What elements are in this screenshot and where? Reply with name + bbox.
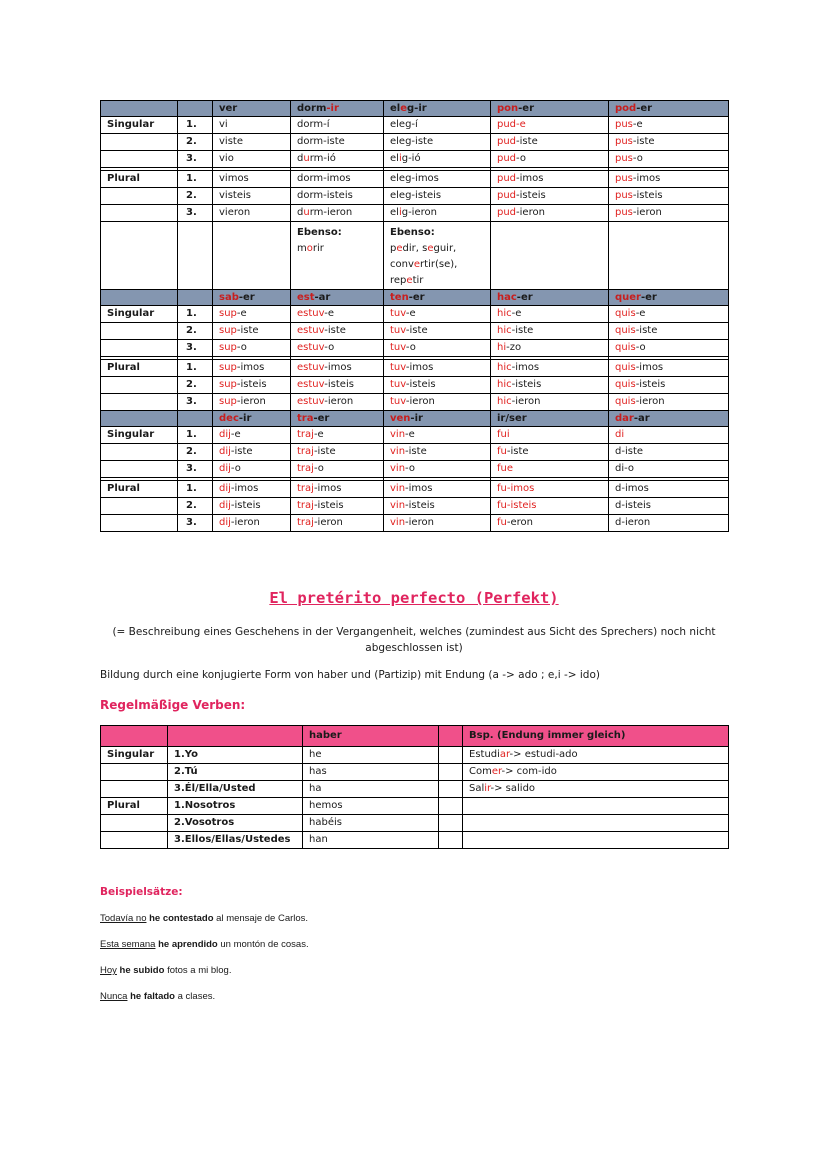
verb-header-cell: hac-er xyxy=(491,290,609,306)
conjugation-row xyxy=(101,461,729,478)
number-label xyxy=(101,515,178,532)
number-label xyxy=(101,323,178,340)
bsp-header: Bsp. (Endung immer gleich) xyxy=(463,726,729,747)
header-empty-cell xyxy=(101,101,178,117)
form-cell: hic-isteis xyxy=(491,377,609,394)
form-cell: di xyxy=(609,427,729,444)
form-cell: vin-imos xyxy=(384,481,491,498)
number-label: Singular xyxy=(101,117,178,134)
form-cell: vi xyxy=(213,117,291,134)
number-label xyxy=(101,781,168,798)
sentence-rest: al mensaje de Carlos. xyxy=(216,913,309,924)
haber-form-cell: ha xyxy=(303,781,439,798)
form-cell: tuv-isteis xyxy=(384,377,491,394)
notes-row xyxy=(101,222,729,290)
form-cell: elig-ió xyxy=(384,151,491,168)
conjugation-row xyxy=(101,498,729,515)
conjugation-row xyxy=(101,171,729,188)
haber-header-row xyxy=(101,726,729,747)
form-cell: dorm-iste xyxy=(291,134,384,151)
note-label: Ebenso: xyxy=(390,227,435,238)
form-cell: quis-imos xyxy=(609,360,729,377)
person-number: 3. xyxy=(178,205,213,222)
form-cell: estuv-o xyxy=(291,340,384,357)
verb-header-row xyxy=(101,290,729,306)
example-sentence xyxy=(100,991,215,1002)
pronoun-cell: 3.Ellos/Ellas/Ustedes xyxy=(168,832,303,849)
form-cell: tuv-e xyxy=(384,306,491,323)
verb-header-cell: est-ar xyxy=(291,290,384,306)
person-number: 3. xyxy=(178,515,213,532)
perfecto-verb: he subido xyxy=(119,965,165,976)
form-cell: eleg-isteis xyxy=(384,188,491,205)
person-number: 1. xyxy=(178,360,213,377)
form-cell: visteis xyxy=(213,188,291,205)
haber-row xyxy=(101,781,729,798)
example-cell xyxy=(463,832,729,849)
form-cell: pud-iste xyxy=(491,134,609,151)
perfecto-verb: he contestado xyxy=(149,913,214,924)
form-cell: pud-imos xyxy=(491,171,609,188)
pronoun-cell: 1.Yo xyxy=(168,747,303,764)
form-cell: tuv-iste xyxy=(384,323,491,340)
form-cell: dorm-isteis xyxy=(291,188,384,205)
form-cell: traj-ieron xyxy=(291,515,384,532)
header-empty-cell xyxy=(178,101,213,117)
number-label xyxy=(101,764,168,781)
person-number: 2. xyxy=(178,444,213,461)
form-cell: estuv-imos xyxy=(291,360,384,377)
conjugation-row xyxy=(101,515,729,532)
example-sentence xyxy=(100,939,309,950)
haber-row xyxy=(101,815,729,832)
number-label: Singular xyxy=(101,427,178,444)
note-dormir: Ebenso: morir xyxy=(291,222,384,290)
form-cell: durm-ieron xyxy=(291,205,384,222)
notes-empty-cell xyxy=(213,222,291,290)
person-number: 1. xyxy=(178,481,213,498)
form-cell: pus-isteis xyxy=(609,188,729,205)
person-number: 3. xyxy=(178,461,213,478)
conjugation-row xyxy=(101,205,729,222)
empty-cell xyxy=(439,747,463,764)
person-number: 3. xyxy=(178,340,213,357)
time-marker: Hoy xyxy=(100,965,117,976)
form-cell: fu-imos xyxy=(491,481,609,498)
form-cell: pud-e xyxy=(491,117,609,134)
form-cell: pus-e xyxy=(609,117,729,134)
form-cell: dij-iste xyxy=(213,444,291,461)
regel-title: Regelmäßige Verben: xyxy=(100,698,246,712)
sentence-rest: un montón de cosas. xyxy=(220,939,309,950)
number-label: Plural xyxy=(101,360,178,377)
form-cell: traj-e xyxy=(291,427,384,444)
form-cell: d-ieron xyxy=(609,515,729,532)
perfecto-title: El pretérito perfecto (Perfekt) xyxy=(269,589,559,607)
form-cell: pud-o xyxy=(491,151,609,168)
form-cell: hi-zo xyxy=(491,340,609,357)
form-cell: quis-iste xyxy=(609,323,729,340)
haber-form-cell: hemos xyxy=(303,798,439,815)
number-label xyxy=(101,832,168,849)
form-cell: vimos xyxy=(213,171,291,188)
empty-cell xyxy=(439,781,463,798)
haber-form-cell: has xyxy=(303,764,439,781)
verb-header-cell: dec-ir xyxy=(213,411,291,427)
form-cell: sup-e xyxy=(213,306,291,323)
form-cell: vieron xyxy=(213,205,291,222)
verb-header-cell: sab-er xyxy=(213,290,291,306)
form-cell: fue xyxy=(491,461,609,478)
form-cell: di-o xyxy=(609,461,729,478)
number-label: Plural xyxy=(101,481,178,498)
time-marker: Nunca xyxy=(100,991,128,1002)
conjugation-row xyxy=(101,134,729,151)
form-cell: dorm-imos xyxy=(291,171,384,188)
form-cell: viste xyxy=(213,134,291,151)
header-empty-cell xyxy=(168,726,303,747)
form-cell: fu-eron xyxy=(491,515,609,532)
empty-cell xyxy=(439,764,463,781)
conjugation-row xyxy=(101,360,729,377)
example-cell: Estudiar-> estudi-ado xyxy=(463,747,729,764)
form-cell: durm-ió xyxy=(291,151,384,168)
form-cell: sup-o xyxy=(213,340,291,357)
number-label xyxy=(101,205,178,222)
haber-row xyxy=(101,798,729,815)
header-empty-cell xyxy=(439,726,463,747)
number-label: Plural xyxy=(101,798,168,815)
number-label xyxy=(101,377,178,394)
conjugation-table xyxy=(100,100,729,532)
haber-row xyxy=(101,747,729,764)
verb-header-cell: dar-ar xyxy=(609,411,729,427)
form-cell: dij-isteis xyxy=(213,498,291,515)
person-number: 2. xyxy=(178,134,213,151)
number-label xyxy=(101,394,178,411)
sentence-rest: a clases. xyxy=(177,991,216,1002)
form-cell: eleg-imos xyxy=(384,171,491,188)
empty-cell xyxy=(439,832,463,849)
conjugation-row xyxy=(101,394,729,411)
form-cell: d-isteis xyxy=(609,498,729,515)
form-cell: tuv-ieron xyxy=(384,394,491,411)
form-cell: estuv-isteis xyxy=(291,377,384,394)
form-cell: quis-isteis xyxy=(609,377,729,394)
form-cell: hic-iste xyxy=(491,323,609,340)
bildung-text: Bildung durch eine konjugierte Form von haber und (Partizip) mit Endung (a -> ado ; e,i -> ido) xyxy=(100,669,600,681)
note-elegir: Ebenso: pedir, seguir, convertir(se), repetir xyxy=(384,222,491,290)
form-cell: traj-iste xyxy=(291,444,384,461)
form-cell: estuv-ieron xyxy=(291,394,384,411)
form-cell: estuv-iste xyxy=(291,323,384,340)
form-cell: dij-e xyxy=(213,427,291,444)
perfecto-verb: he aprendido xyxy=(158,939,218,950)
form-cell: fui xyxy=(491,427,609,444)
time-marker: Todavía no xyxy=(100,913,147,924)
number-label xyxy=(101,188,178,205)
form-cell: quis-o xyxy=(609,340,729,357)
person-number: 3. xyxy=(178,394,213,411)
form-cell: vin-o xyxy=(384,461,491,478)
form-cell: pus-imos xyxy=(609,171,729,188)
example-cell xyxy=(463,815,729,832)
number-label xyxy=(101,151,178,168)
notes-empty-cell xyxy=(491,222,609,290)
verb-header-cell: eleg-ir xyxy=(384,101,491,117)
verb-header-cell: pon-er xyxy=(491,101,609,117)
form-cell: estuv-e xyxy=(291,306,384,323)
haber-form-cell: han xyxy=(303,832,439,849)
form-cell: sup-ieron xyxy=(213,394,291,411)
person-number: 2. xyxy=(178,323,213,340)
example-sentence xyxy=(100,913,308,924)
conjugation-row xyxy=(101,323,729,340)
perfecto-description: (= Beschreibung eines Geschehens in der Vergangenheit, welches (zumindest aus Sicht des Sprechers) noch nicht abgeschlossen ist) xyxy=(112,626,716,654)
note-label: Ebenso: xyxy=(297,227,342,238)
header-empty-cell xyxy=(178,411,213,427)
form-cell: hic-imos xyxy=(491,360,609,377)
form-cell: dij-ieron xyxy=(213,515,291,532)
example-cell xyxy=(463,798,729,815)
conjugation-row xyxy=(101,377,729,394)
conjugation-row xyxy=(101,117,729,134)
header-empty-cell xyxy=(178,290,213,306)
header-empty-cell xyxy=(101,290,178,306)
form-cell: quis-e xyxy=(609,306,729,323)
form-cell: pus-o xyxy=(609,151,729,168)
conjugation-row xyxy=(101,306,729,323)
header-empty-cell xyxy=(101,726,168,747)
conjugation-row xyxy=(101,151,729,168)
empty-cell xyxy=(439,815,463,832)
example-cell: Salir-> salido xyxy=(463,781,729,798)
perfecto-verb: he faltado xyxy=(130,991,175,1002)
form-cell: sup-isteis xyxy=(213,377,291,394)
sentence-rest: fotos a mi blog. xyxy=(167,965,232,976)
number-label: Singular xyxy=(101,747,168,764)
haber-form-cell: habéis xyxy=(303,815,439,832)
form-cell: dorm-í xyxy=(291,117,384,134)
form-cell: fu-iste xyxy=(491,444,609,461)
verb-header-cell: tra-er xyxy=(291,411,384,427)
form-cell: sup-imos xyxy=(213,360,291,377)
conjugation-row xyxy=(101,188,729,205)
form-cell: eleg-iste xyxy=(384,134,491,151)
empty-cell xyxy=(439,798,463,815)
conjugation-row xyxy=(101,427,729,444)
form-cell: pus-ieron xyxy=(609,205,729,222)
form-cell: vin-iste xyxy=(384,444,491,461)
notes-empty-cell xyxy=(178,222,213,290)
form-cell: tuv-imos xyxy=(384,360,491,377)
conjugation-row xyxy=(101,340,729,357)
beispiele-title: Beispielsätze: xyxy=(100,886,183,898)
verb-header-cell: ver xyxy=(213,101,291,117)
form-cell: elig-ieron xyxy=(384,205,491,222)
number-label: Plural xyxy=(101,171,178,188)
verb-header-cell: dorm-ir xyxy=(291,101,384,117)
person-number: 1. xyxy=(178,427,213,444)
person-number: 2. xyxy=(178,498,213,515)
form-cell: vin-ieron xyxy=(384,515,491,532)
pronoun-cell: 1.Nosotros xyxy=(168,798,303,815)
number-label xyxy=(101,444,178,461)
haber-table xyxy=(100,725,729,849)
verb-header-row xyxy=(101,101,729,117)
person-number: 1. xyxy=(178,306,213,323)
notes-empty-cell xyxy=(101,222,178,290)
verb-header-cell: ven-ir xyxy=(384,411,491,427)
form-cell: vin-isteis xyxy=(384,498,491,515)
number-label xyxy=(101,498,178,515)
form-cell: vin-e xyxy=(384,427,491,444)
person-number: 2. xyxy=(178,377,213,394)
notes-empty-cell xyxy=(609,222,729,290)
verb-header-cell: pod-er xyxy=(609,101,729,117)
conjugation-row xyxy=(101,444,729,461)
example-sentence xyxy=(100,965,231,976)
example-cell: Comer-> com-ido xyxy=(463,764,729,781)
person-number: 1. xyxy=(178,117,213,134)
form-cell: pud-isteis xyxy=(491,188,609,205)
pronoun-cell: 3.Él/Ella/Usted xyxy=(168,781,303,798)
form-cell: sup-iste xyxy=(213,323,291,340)
form-cell: d-imos xyxy=(609,481,729,498)
conjugation-row xyxy=(101,481,729,498)
form-cell: hic-e xyxy=(491,306,609,323)
form-cell: eleg-í xyxy=(384,117,491,134)
haber-header: haber xyxy=(303,726,439,747)
form-cell: traj-o xyxy=(291,461,384,478)
person-number: 1. xyxy=(178,171,213,188)
verb-header-cell: ir/ser xyxy=(491,411,609,427)
number-label xyxy=(101,340,178,357)
verb-header-cell: ten-er xyxy=(384,290,491,306)
person-number: 3. xyxy=(178,151,213,168)
form-cell: dij-o xyxy=(213,461,291,478)
form-cell: pud-ieron xyxy=(491,205,609,222)
header-empty-cell xyxy=(101,411,178,427)
number-label xyxy=(101,134,178,151)
form-cell: d-iste xyxy=(609,444,729,461)
person-number: 2. xyxy=(178,188,213,205)
form-cell: pus-iste xyxy=(609,134,729,151)
verb-header-cell: quer-er xyxy=(609,290,729,306)
form-cell: vio xyxy=(213,151,291,168)
form-cell: traj-imos xyxy=(291,481,384,498)
time-marker: Esta semana xyxy=(100,939,156,950)
haber-row xyxy=(101,832,729,849)
form-cell: quis-ieron xyxy=(609,394,729,411)
pronoun-cell: 2.Tú xyxy=(168,764,303,781)
form-cell: hic-ieron xyxy=(491,394,609,411)
form-cell: tuv-o xyxy=(384,340,491,357)
pronoun-cell: 2.Vosotros xyxy=(168,815,303,832)
haber-row xyxy=(101,764,729,781)
number-label xyxy=(101,461,178,478)
number-label: Singular xyxy=(101,306,178,323)
form-cell: dij-imos xyxy=(213,481,291,498)
haber-form-cell: he xyxy=(303,747,439,764)
form-cell: traj-isteis xyxy=(291,498,384,515)
form-cell: fu-isteis xyxy=(491,498,609,515)
number-label xyxy=(101,815,168,832)
verb-header-row xyxy=(101,411,729,427)
